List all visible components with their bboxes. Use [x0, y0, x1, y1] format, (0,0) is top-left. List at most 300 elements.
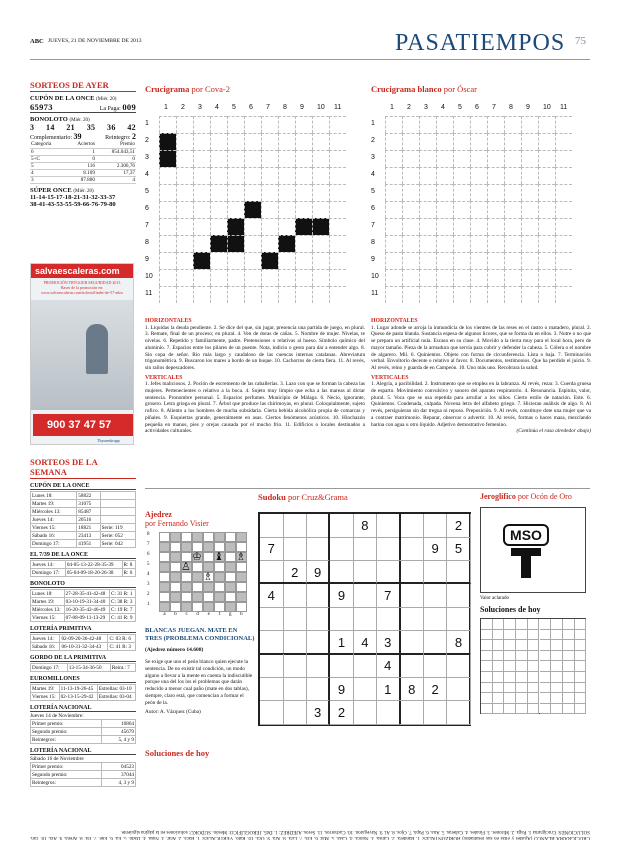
grid-cell[interactable]: [227, 184, 244, 201]
grid-cell[interactable]: [227, 235, 244, 252]
chess-square[interactable]: [159, 542, 170, 552]
grid-cell[interactable]: [504, 252, 521, 269]
grid-cell[interactable]: [227, 150, 244, 167]
sudoku-cell[interactable]: [354, 584, 378, 608]
sudoku-cell[interactable]: 4: [377, 654, 401, 678]
chess-square[interactable]: [214, 562, 225, 572]
grid-cell[interactable]: [555, 286, 572, 303]
sudoku-cell[interactable]: 9: [330, 678, 354, 702]
grid-cell[interactable]: [538, 133, 555, 150]
sudoku-cell[interactable]: 1: [377, 678, 401, 702]
grid-cell[interactable]: [487, 167, 504, 184]
grid-cell[interactable]: [295, 269, 312, 286]
chess-board[interactable]: [145, 532, 249, 612]
sudoku-cell[interactable]: [283, 584, 307, 608]
sudoku-cell[interactable]: [377, 537, 401, 561]
grid-cell[interactable]: [278, 201, 295, 218]
sudoku-cell[interactable]: [283, 514, 307, 538]
grid-cell[interactable]: [470, 184, 487, 201]
sudoku-cell[interactable]: 9: [330, 584, 354, 608]
sudoku-cell[interactable]: [377, 561, 401, 585]
grid-cell[interactable]: [385, 235, 402, 252]
grid-cell[interactable]: [261, 167, 278, 184]
grid-cell[interactable]: [521, 150, 538, 167]
grid-cell[interactable]: [244, 133, 261, 150]
grid-cell[interactable]: [312, 252, 329, 269]
sudoku-cell[interactable]: [354, 701, 378, 725]
grid-cell[interactable]: [504, 269, 521, 286]
grid-cell[interactable]: [402, 201, 419, 218]
grid-cell[interactable]: [419, 218, 436, 235]
grid-cell[interactable]: [402, 235, 419, 252]
sudoku-cell[interactable]: [354, 654, 378, 678]
chess-square[interactable]: [170, 572, 181, 582]
chess-square[interactable]: [236, 602, 247, 612]
grid-cell[interactable]: [521, 201, 538, 218]
grid-cell[interactable]: [329, 269, 346, 286]
sudoku-cell[interactable]: [330, 654, 354, 678]
grid-cell[interactable]: [295, 252, 312, 269]
grid-cell[interactable]: [159, 133, 176, 150]
grid-cell[interactable]: [487, 252, 504, 269]
grid-cell[interactable]: [312, 235, 329, 252]
grid-cell[interactable]: [312, 286, 329, 303]
grid-cell[interactable]: [436, 116, 453, 133]
sudoku-cell[interactable]: [447, 654, 471, 678]
grid-cell[interactable]: [453, 167, 470, 184]
grid-cell[interactable]: [504, 116, 521, 133]
grid-cell[interactable]: [436, 252, 453, 269]
sudoku-cell[interactable]: [424, 584, 448, 608]
grid-cell[interactable]: [555, 235, 572, 252]
grid-cell[interactable]: [521, 167, 538, 184]
grid-cell[interactable]: [176, 269, 193, 286]
grid-cell[interactable]: [329, 184, 346, 201]
chess-square[interactable]: [203, 532, 214, 542]
grid-cell[interactable]: [436, 235, 453, 252]
grid-cell[interactable]: [278, 167, 295, 184]
grid-cell[interactable]: [555, 184, 572, 201]
sudoku-cell[interactable]: [447, 608, 471, 632]
grid-cell[interactable]: [176, 286, 193, 303]
grid-cell[interactable]: [295, 218, 312, 235]
grid-cell[interactable]: [385, 252, 402, 269]
grid-cell[interactable]: [244, 150, 261, 167]
grid-cell[interactable]: [244, 167, 261, 184]
grid-cell[interactable]: [538, 286, 555, 303]
sudoku-cell[interactable]: [307, 654, 331, 678]
grid-cell[interactable]: [470, 201, 487, 218]
grid-cell[interactable]: [210, 269, 227, 286]
grid-cell[interactable]: [176, 133, 193, 150]
sudoku-cell[interactable]: 8: [400, 678, 424, 702]
grid-cell[interactable]: [278, 184, 295, 201]
grid-cell[interactable]: [210, 235, 227, 252]
chess-square[interactable]: [203, 542, 214, 552]
grid-cell[interactable]: [402, 269, 419, 286]
chess-square[interactable]: [203, 592, 214, 602]
grid-cell[interactable]: [538, 150, 555, 167]
chess-square[interactable]: [192, 602, 203, 612]
grid-cell[interactable]: [329, 218, 346, 235]
sudoku-cell[interactable]: 3: [307, 701, 331, 725]
grid-cell[interactable]: [504, 150, 521, 167]
grid-cell[interactable]: [385, 269, 402, 286]
sudoku-grid[interactable]: [258, 512, 471, 726]
grid-cell[interactable]: [295, 184, 312, 201]
grid-cell[interactable]: [210, 184, 227, 201]
sudoku-cell[interactable]: [307, 678, 331, 702]
grid-cell[interactable]: [244, 252, 261, 269]
sudoku-cell[interactable]: [424, 631, 448, 655]
sudoku-cell[interactable]: [447, 701, 471, 725]
grid-cell[interactable]: [210, 167, 227, 184]
grid-cell[interactable]: [295, 133, 312, 150]
grid-cell[interactable]: [402, 286, 419, 303]
grid-cell[interactable]: [278, 116, 295, 133]
sudoku-cell[interactable]: 9: [307, 561, 331, 585]
grid-cell[interactable]: [538, 201, 555, 218]
grid-cell[interactable]: [278, 150, 295, 167]
chess-square[interactable]: [159, 552, 170, 562]
grid-cell[interactable]: [176, 235, 193, 252]
grid-cell[interactable]: [419, 167, 436, 184]
grid-cell[interactable]: [261, 269, 278, 286]
sudoku-cell[interactable]: [330, 537, 354, 561]
chess-square[interactable]: [225, 532, 236, 542]
chess-square[interactable]: [170, 602, 181, 612]
grid-cell[interactable]: [521, 184, 538, 201]
sudoku-cell[interactable]: [400, 514, 424, 538]
grid-cell[interactable]: [419, 286, 436, 303]
grid-cell[interactable]: [538, 167, 555, 184]
grid-cell[interactable]: [261, 116, 278, 133]
sudoku-cell[interactable]: [354, 608, 378, 632]
grid-cell[interactable]: [159, 167, 176, 184]
sudoku-cell[interactable]: [447, 561, 471, 585]
grid-cell[interactable]: [312, 133, 329, 150]
chess-square[interactable]: [159, 532, 170, 542]
grid-cell[interactable]: [504, 184, 521, 201]
grid-cell[interactable]: [538, 269, 555, 286]
grid-cell[interactable]: [385, 167, 402, 184]
grid-cell[interactable]: [385, 286, 402, 303]
grid-cell[interactable]: [436, 150, 453, 167]
sudoku-cell[interactable]: [260, 561, 284, 585]
chess-square[interactable]: [181, 602, 192, 612]
grid-cell[interactable]: [402, 167, 419, 184]
sudoku-cell[interactable]: 3: [377, 631, 401, 655]
sudoku-cell[interactable]: [283, 608, 307, 632]
grid-cell[interactable]: [402, 116, 419, 133]
sudoku-cell[interactable]: [424, 654, 448, 678]
crucigrama-grid[interactable]: [145, 104, 365, 304]
grid-cell[interactable]: [402, 150, 419, 167]
grid-cell[interactable]: [312, 184, 329, 201]
grid-cell[interactable]: [278, 235, 295, 252]
chess-square[interactable]: [214, 592, 225, 602]
grid-cell[interactable]: [555, 218, 572, 235]
chess-square[interactable]: [225, 572, 236, 582]
grid-cell[interactable]: [538, 252, 555, 269]
sudoku-cell[interactable]: 2: [283, 561, 307, 585]
grid-cell[interactable]: [210, 252, 227, 269]
grid-cell[interactable]: [470, 218, 487, 235]
grid-cell[interactable]: [402, 184, 419, 201]
grid-cell[interactable]: [261, 133, 278, 150]
sudoku-cell[interactable]: [377, 701, 401, 725]
grid-cell[interactable]: [159, 252, 176, 269]
grid-cell[interactable]: [176, 218, 193, 235]
grid-cell[interactable]: [193, 167, 210, 184]
grid-cell[interactable]: [453, 184, 470, 201]
grid-cell[interactable]: [385, 184, 402, 201]
grid-cell[interactable]: [487, 235, 504, 252]
grid-cell[interactable]: [470, 252, 487, 269]
grid-cell[interactable]: [159, 269, 176, 286]
grid-cell[interactable]: [453, 252, 470, 269]
sudoku-cell[interactable]: [400, 631, 424, 655]
sudoku-cell[interactable]: [260, 608, 284, 632]
grid-cell[interactable]: [470, 150, 487, 167]
grid-cell[interactable]: [278, 286, 295, 303]
grid-cell[interactable]: [487, 269, 504, 286]
sudoku-cell[interactable]: 7: [260, 537, 284, 561]
grid-cell[interactable]: [193, 269, 210, 286]
grid-cell[interactable]: [453, 218, 470, 235]
sudoku-cell[interactable]: [424, 514, 448, 538]
sudoku-cell[interactable]: [260, 654, 284, 678]
grid-cell[interactable]: [193, 201, 210, 218]
chess-square[interactable]: [225, 562, 236, 572]
grid-cell[interactable]: [244, 201, 261, 218]
grid-cell[interactable]: [521, 286, 538, 303]
grid-cell[interactable]: [278, 218, 295, 235]
grid-cell[interactable]: [312, 201, 329, 218]
grid-cell[interactable]: [470, 133, 487, 150]
grid-cell[interactable]: [453, 269, 470, 286]
grid-cell[interactable]: [176, 201, 193, 218]
grid-cell[interactable]: [385, 201, 402, 218]
grid-cell[interactable]: [555, 269, 572, 286]
grid-cell[interactable]: [436, 184, 453, 201]
sudoku-cell[interactable]: [424, 561, 448, 585]
chess-square[interactable]: [203, 582, 214, 592]
grid-cell[interactable]: [436, 218, 453, 235]
sudoku-cell[interactable]: [400, 654, 424, 678]
grid-cell[interactable]: [453, 286, 470, 303]
sudoku-cell[interactable]: [283, 701, 307, 725]
grid-cell[interactable]: [227, 116, 244, 133]
grid-cell[interactable]: [487, 286, 504, 303]
sudoku-cell[interactable]: [260, 701, 284, 725]
grid-cell[interactable]: [193, 218, 210, 235]
chess-square[interactable]: [170, 562, 181, 572]
grid-cell[interactable]: [210, 150, 227, 167]
sudoku-cell[interactable]: [400, 584, 424, 608]
sudoku-cell[interactable]: 7: [377, 584, 401, 608]
grid-cell[interactable]: [261, 252, 278, 269]
grid-cell[interactable]: [504, 286, 521, 303]
sudoku-cell[interactable]: [377, 608, 401, 632]
grid-cell[interactable]: [402, 252, 419, 269]
chess-square[interactable]: [214, 532, 225, 542]
grid-cell[interactable]: [329, 235, 346, 252]
sudoku-cell[interactable]: [260, 678, 284, 702]
grid-cell[interactable]: [176, 252, 193, 269]
grid-cell[interactable]: [295, 167, 312, 184]
grid-cell[interactable]: [329, 252, 346, 269]
grid-cell[interactable]: [261, 286, 278, 303]
chess-square[interactable]: [236, 572, 247, 582]
sudoku-cell[interactable]: [400, 537, 424, 561]
grid-cell[interactable]: [470, 269, 487, 286]
chess-square[interactable]: [181, 572, 192, 582]
chess-square[interactable]: [159, 582, 170, 592]
grid-cell[interactable]: [312, 269, 329, 286]
chess-square[interactable]: [170, 582, 181, 592]
grid-cell[interactable]: [555, 116, 572, 133]
sudoku-cell[interactable]: [307, 537, 331, 561]
grid-cell[interactable]: [419, 116, 436, 133]
sudoku-cell[interactable]: [330, 514, 354, 538]
grid-cell[interactable]: [329, 167, 346, 184]
grid-cell[interactable]: [538, 184, 555, 201]
grid-cell[interactable]: [159, 286, 176, 303]
grid-cell[interactable]: [159, 116, 176, 133]
sudoku-cell[interactable]: [377, 514, 401, 538]
grid-cell[interactable]: [436, 286, 453, 303]
grid-cell[interactable]: [227, 269, 244, 286]
sudoku-cell[interactable]: [307, 514, 331, 538]
chess-square[interactable]: [236, 532, 247, 542]
grid-cell[interactable]: [210, 116, 227, 133]
sudoku-cell[interactable]: [400, 561, 424, 585]
grid-cell[interactable]: [453, 133, 470, 150]
grid-cell[interactable]: [159, 150, 176, 167]
grid-cell[interactable]: [521, 269, 538, 286]
grid-cell[interactable]: [210, 218, 227, 235]
sudoku-cell[interactable]: [424, 608, 448, 632]
grid-cell[interactable]: [521, 133, 538, 150]
grid-cell[interactable]: [227, 252, 244, 269]
chess-square[interactable]: [225, 552, 236, 562]
grid-cell[interactable]: [329, 133, 346, 150]
grid-cell[interactable]: [193, 116, 210, 133]
sudoku-cell[interactable]: [283, 678, 307, 702]
sudoku-cell[interactable]: 5: [447, 537, 471, 561]
chess-square[interactable]: [214, 572, 225, 582]
sudoku-cell[interactable]: 8: [447, 631, 471, 655]
grid-cell[interactable]: [470, 286, 487, 303]
grid-cell[interactable]: [487, 133, 504, 150]
grid-cell[interactable]: [227, 133, 244, 150]
chess-square[interactable]: [159, 602, 170, 612]
grid-cell[interactable]: [159, 218, 176, 235]
grid-cell[interactable]: [244, 184, 261, 201]
sudoku-cell[interactable]: [283, 631, 307, 655]
grid-cell[interactable]: [244, 269, 261, 286]
grid-cell[interactable]: [538, 116, 555, 133]
grid-cell[interactable]: [538, 235, 555, 252]
sudoku-cell[interactable]: 2: [330, 701, 354, 725]
sudoku-cell[interactable]: [283, 537, 307, 561]
grid-cell[interactable]: [419, 150, 436, 167]
grid-cell[interactable]: [261, 235, 278, 252]
grid-cell[interactable]: [555, 133, 572, 150]
sudoku-cell[interactable]: [260, 631, 284, 655]
grid-cell[interactable]: [402, 218, 419, 235]
chess-square[interactable]: [214, 602, 225, 612]
sudoku-cell[interactable]: [307, 631, 331, 655]
chess-square[interactable]: [192, 572, 203, 582]
grid-cell[interactable]: [453, 116, 470, 133]
sudoku-cell[interactable]: [307, 584, 331, 608]
grid-cell[interactable]: [419, 133, 436, 150]
grid-cell[interactable]: [385, 150, 402, 167]
sudoku-cell[interactable]: 4: [260, 584, 284, 608]
chess-square[interactable]: [181, 592, 192, 602]
chess-square[interactable]: [203, 602, 214, 612]
sudoku-cell[interactable]: 2: [447, 514, 471, 538]
grid-cell[interactable]: [385, 133, 402, 150]
chess-square[interactable]: [225, 602, 236, 612]
grid-cell[interactable]: [176, 167, 193, 184]
grid-cell[interactable]: [210, 133, 227, 150]
grid-cell[interactable]: [176, 184, 193, 201]
chess-square[interactable]: [214, 582, 225, 592]
grid-cell[interactable]: [244, 218, 261, 235]
chess-square[interactable]: [159, 572, 170, 582]
grid-cell[interactable]: [193, 235, 210, 252]
chess-square[interactable]: [225, 542, 236, 552]
advertisement[interactable]: [30, 263, 134, 445]
grid-cell[interactable]: [504, 133, 521, 150]
grid-cell[interactable]: [436, 133, 453, 150]
grid-cell[interactable]: [521, 252, 538, 269]
grid-cell[interactable]: [436, 269, 453, 286]
grid-cell[interactable]: [470, 116, 487, 133]
sudoku-cell[interactable]: [283, 654, 307, 678]
grid-cell[interactable]: [244, 116, 261, 133]
chess-square[interactable]: [192, 562, 203, 572]
sudoku-cell[interactable]: [307, 608, 331, 632]
grid-cell[interactable]: [555, 252, 572, 269]
grid-cell[interactable]: [504, 167, 521, 184]
grid-cell[interactable]: [244, 235, 261, 252]
grid-cell[interactable]: [227, 286, 244, 303]
chess-square[interactable]: [225, 582, 236, 592]
grid-cell[interactable]: [470, 167, 487, 184]
grid-cell[interactable]: [227, 218, 244, 235]
grid-cell[interactable]: [159, 235, 176, 252]
grid-cell[interactable]: [295, 150, 312, 167]
chess-square[interactable]: [170, 542, 181, 552]
sudoku-cell[interactable]: 2: [424, 678, 448, 702]
grid-cell[interactable]: [487, 150, 504, 167]
grid-cell[interactable]: [329, 116, 346, 133]
grid-cell[interactable]: [295, 201, 312, 218]
grid-cell[interactable]: [295, 235, 312, 252]
grid-cell[interactable]: [312, 218, 329, 235]
grid-cell[interactable]: [159, 201, 176, 218]
grid-cell[interactable]: [176, 150, 193, 167]
blanco-grid[interactable]: [371, 104, 591, 304]
grid-cell[interactable]: [210, 286, 227, 303]
chess-square[interactable]: [159, 562, 170, 572]
grid-cell[interactable]: [470, 235, 487, 252]
chess-square[interactable]: [236, 582, 247, 592]
